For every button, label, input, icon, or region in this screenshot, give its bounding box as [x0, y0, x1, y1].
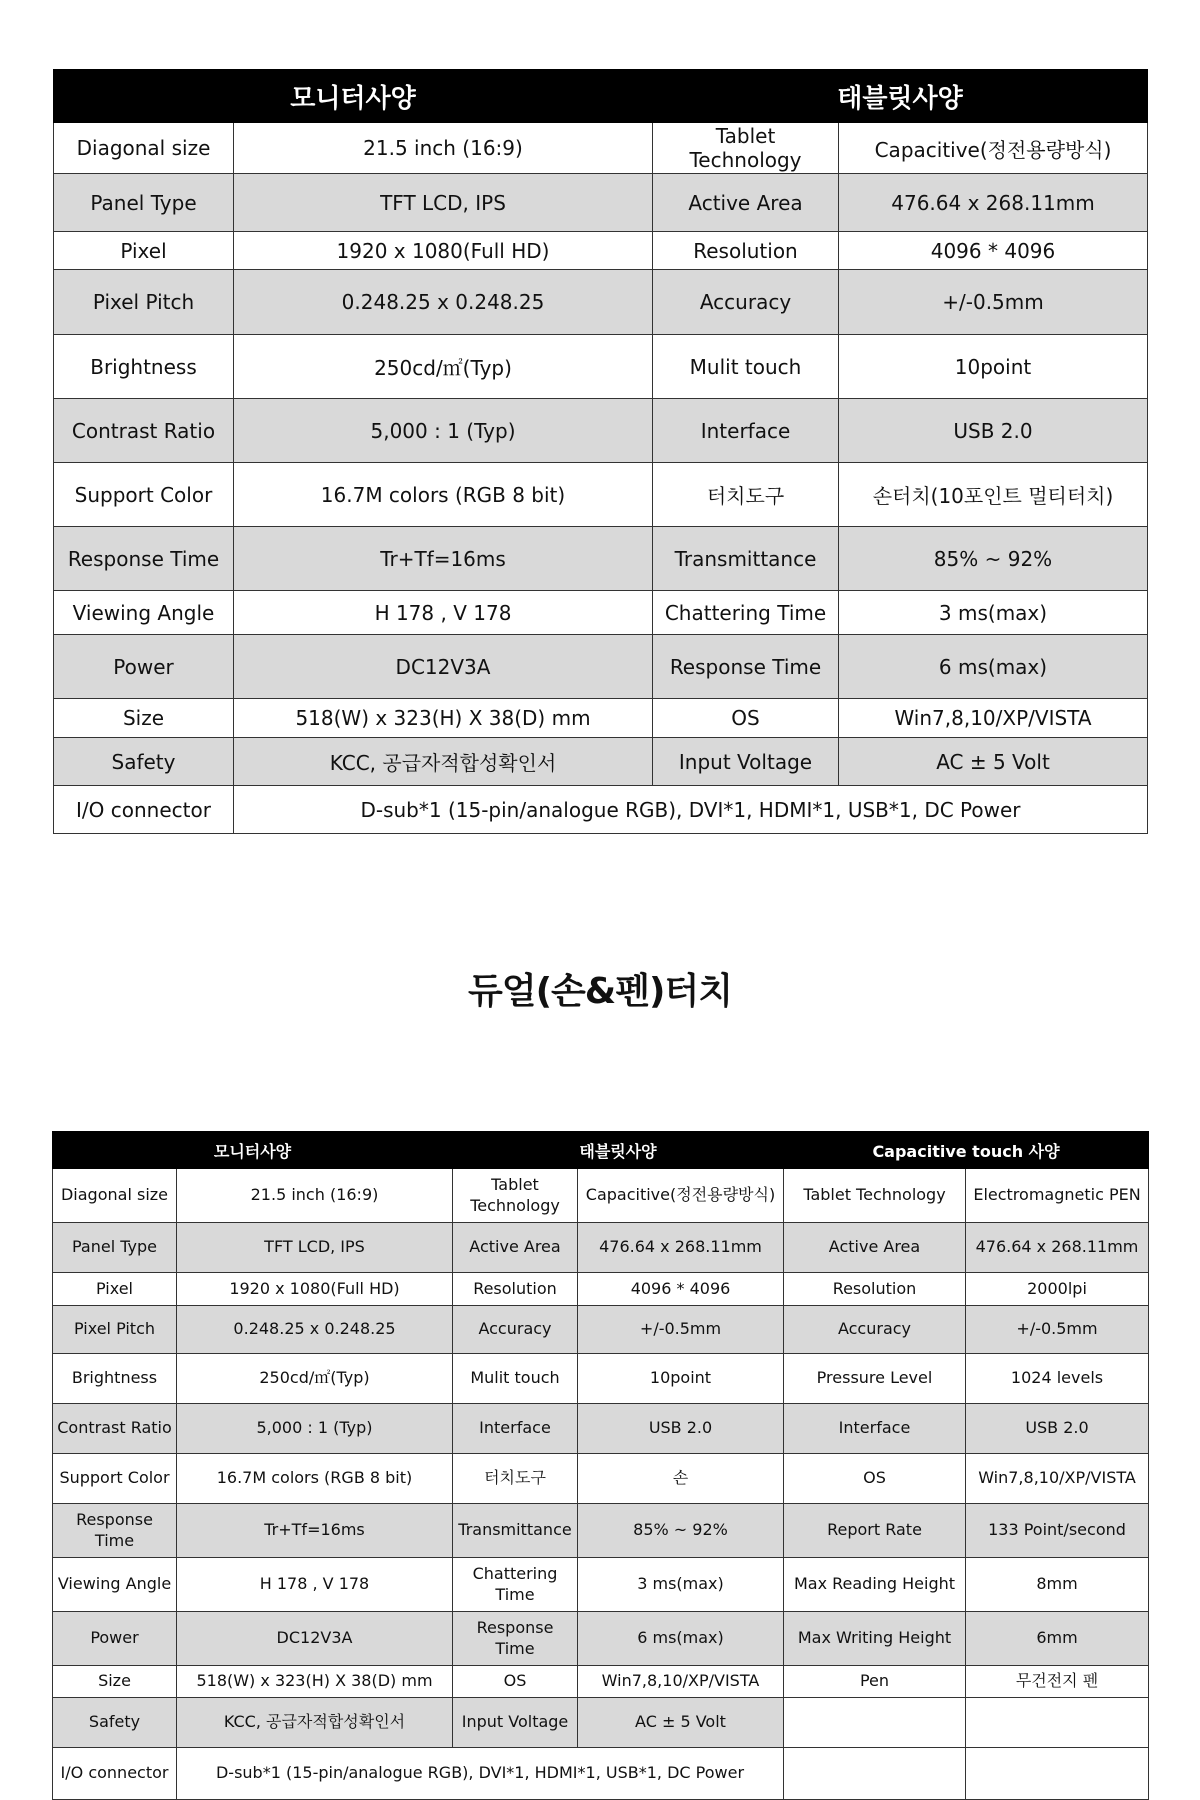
monitor-spec-header: 모니터사양: [53, 1132, 453, 1169]
spec-value: 85% ~ 92%: [578, 1504, 784, 1558]
spec-label: Size: [53, 1666, 177, 1698]
spec-value: 5,000 : 1 (Typ): [177, 1404, 453, 1454]
spec-label: Mulit touch: [453, 1354, 578, 1404]
spec-label: Diagonal size: [54, 123, 234, 174]
spec-value: 518(W) x 323(H) X 38(D) mm: [177, 1666, 453, 1698]
spec-label: Accuracy: [453, 1306, 578, 1354]
spec-label: Chattering Time: [653, 591, 839, 635]
spec-value: H 178 , V 178: [177, 1558, 453, 1612]
spec-value: 무건전지 펜: [966, 1666, 1149, 1698]
spec-value: 1920 x 1080(Full HD): [234, 232, 653, 270]
spec-value: Capacitive(정전용량방식): [839, 123, 1148, 174]
spec-label: Contrast Ratio: [54, 399, 234, 463]
spec-value: Win7,8,10/XP/VISTA: [578, 1666, 784, 1698]
spec-value: AC ± 5 Volt: [839, 738, 1148, 786]
spec-label: Viewing Angle: [54, 591, 234, 635]
spec-label: Response Time: [653, 635, 839, 699]
spec-label: Active Area: [653, 174, 839, 232]
spec-label: OS: [453, 1666, 578, 1698]
spec-label: Input Voltage: [653, 738, 839, 786]
spec-value: 8mm: [966, 1558, 1149, 1612]
spec-label: Input Voltage: [453, 1698, 578, 1748]
spec-value: 16.7M colors (RGB 8 bit): [234, 463, 653, 527]
spec-value: 10point: [839, 335, 1148, 399]
spec-label: Transmittance: [453, 1504, 578, 1558]
io-connector-label: I/O connector: [53, 1748, 177, 1800]
spec-value: TFT LCD, IPS: [234, 174, 653, 232]
spec-label: Viewing Angle: [53, 1558, 177, 1612]
spec-label: Pressure Level: [784, 1354, 966, 1404]
spec-value: +/-0.5mm: [578, 1306, 784, 1354]
spec-label: Pixel: [53, 1273, 177, 1306]
spec-label: Interface: [453, 1404, 578, 1454]
spec-value: 1024 levels: [966, 1354, 1149, 1404]
spec-value: USB 2.0: [578, 1404, 784, 1454]
spec-label: Resolution: [784, 1273, 966, 1306]
spec-value: 6 ms(max): [839, 635, 1148, 699]
spec-label: Resolution: [653, 232, 839, 270]
spec-label: Mulit touch: [653, 335, 839, 399]
spec-label: Report Rate: [784, 1504, 966, 1558]
spec-label: 터치도구: [453, 1454, 578, 1504]
spec-label: Active Area: [784, 1223, 966, 1273]
spec-value: 손터치(10포인트 멀티터치): [839, 463, 1148, 527]
spec-value: 6 ms(max): [578, 1612, 784, 1666]
spec-value: 476.64 x 268.11mm: [839, 174, 1148, 232]
spec-label: Accuracy: [653, 270, 839, 335]
spec-value: 133 Point/second: [966, 1504, 1149, 1558]
spec-value: 0.248.25 x 0.248.25: [234, 270, 653, 335]
spec-value: USB 2.0: [966, 1404, 1149, 1454]
spec-label: OS: [784, 1454, 966, 1504]
spec-label: Brightness: [54, 335, 234, 399]
spec-value: Capacitive(정전용량방식): [578, 1169, 784, 1223]
io-connector-value: D-sub*1 (15-pin/analogue RGB), DVI*1, HDMI*1, USB*1, DC Power: [177, 1748, 784, 1800]
spec-label: Diagonal size: [53, 1169, 177, 1223]
spec-label: Pen: [784, 1666, 966, 1698]
spec-value: Win7,8,10/XP/VISTA: [966, 1454, 1149, 1504]
spec-label: Pixel Pitch: [54, 270, 234, 335]
spec-label: Response Time: [53, 1504, 177, 1558]
spec-value: 250cd/㎡(Typ): [234, 335, 653, 399]
empty-cell: [784, 1698, 966, 1748]
spec-label: Chattering Time: [453, 1558, 578, 1612]
spec-value: 3 ms(max): [839, 591, 1148, 635]
dual-touch-spec-table: [52, 1131, 1149, 1800]
spec-label: Response Time: [453, 1612, 578, 1666]
spec-label: Panel Type: [53, 1223, 177, 1273]
spec-value: 2000lpi: [966, 1273, 1149, 1306]
spec-label: Active Area: [453, 1223, 578, 1273]
spec-label: Max Reading Height: [784, 1558, 966, 1612]
capacitive-touch-spec-header: Capacitive touch 사양: [784, 1132, 1149, 1169]
spec-label: Transmittance: [653, 527, 839, 591]
spec-value: KCC, 공급자적합성확인서: [234, 738, 653, 786]
spec-value: 518(W) x 323(H) X 38(D) mm: [234, 699, 653, 738]
spec-value: TFT LCD, IPS: [177, 1223, 453, 1273]
spec-value: 85% ~ 92%: [839, 527, 1148, 591]
monitor-spec-header: 모니터사양: [54, 70, 653, 123]
spec-value: Tr+Tf=16ms: [234, 527, 653, 591]
spec-label: Max Writing Height: [784, 1612, 966, 1666]
spec-label: OS: [653, 699, 839, 738]
spec-label: Pixel: [54, 232, 234, 270]
spec-label: Support Color: [54, 463, 234, 527]
spec-label: Safety: [53, 1698, 177, 1748]
empty-cell: [966, 1748, 1149, 1800]
spec-label: Tablet Technology: [784, 1169, 966, 1223]
spec-label: Accuracy: [784, 1306, 966, 1354]
spec-value: 1920 x 1080(Full HD): [177, 1273, 453, 1306]
tablet-spec-header: 태블릿사양: [453, 1132, 784, 1169]
spec-value: DC12V3A: [177, 1612, 453, 1666]
spec-value: Tr+Tf=16ms: [177, 1504, 453, 1558]
spec-value: 476.64 x 268.11mm: [578, 1223, 784, 1273]
spec-value: 250cd/㎡(Typ): [177, 1354, 453, 1404]
spec-label: Tablet Technology: [653, 123, 839, 174]
spec-label: Power: [54, 635, 234, 699]
spec-value: Electromagnetic PEN: [966, 1169, 1149, 1223]
spec-label: Tablet Technology: [453, 1169, 578, 1223]
spec-value: Win7,8,10/XP/VISTA: [839, 699, 1148, 738]
monitor-tablet-spec-table: [53, 69, 1148, 834]
spec-label: Pixel Pitch: [53, 1306, 177, 1354]
spec-value: 4096 * 4096: [578, 1273, 784, 1306]
io-connector-label: I/O connector: [54, 786, 234, 834]
spec-value: +/-0.5mm: [966, 1306, 1149, 1354]
spec-label: Power: [53, 1612, 177, 1666]
spec-value: 21.5 inch (16:9): [177, 1169, 453, 1223]
spec-label: Contrast Ratio: [53, 1404, 177, 1454]
empty-cell: [966, 1698, 1149, 1748]
spec-value: 21.5 inch (16:9): [234, 123, 653, 174]
spec-value: AC ± 5 Volt: [578, 1698, 784, 1748]
spec-value: KCC, 공급자적합성확인서: [177, 1698, 453, 1748]
io-connector-value: D-sub*1 (15-pin/analogue RGB), DVI*1, HDMI*1, USB*1, DC Power: [234, 786, 1148, 834]
spec-label: Interface: [784, 1404, 966, 1454]
spec-value: 3 ms(max): [578, 1558, 784, 1612]
spec-value: USB 2.0: [839, 399, 1148, 463]
spec-label: Resolution: [453, 1273, 578, 1306]
spec-label: Size: [54, 699, 234, 738]
spec-label: Panel Type: [54, 174, 234, 232]
spec-label: Interface: [653, 399, 839, 463]
spec-value: 16.7M colors (RGB 8 bit): [177, 1454, 453, 1504]
spec-value: +/-0.5mm: [839, 270, 1148, 335]
tablet-spec-header: 태블릿사양: [653, 70, 1148, 123]
spec-label: Brightness: [53, 1354, 177, 1404]
spec-value: 6mm: [966, 1612, 1149, 1666]
spec-value: 손: [578, 1454, 784, 1504]
spec-value: 4096 * 4096: [839, 232, 1148, 270]
spec-label: Support Color: [53, 1454, 177, 1504]
spec-label: Response Time: [54, 527, 234, 591]
spec-label: 터치도구: [653, 463, 839, 527]
spec-label: Safety: [54, 738, 234, 786]
dual-touch-title: 듀얼(손&펜)터치: [468, 971, 732, 1012]
spec-value: 5,000 : 1 (Typ): [234, 399, 653, 463]
spec-value: 476.64 x 268.11mm: [966, 1223, 1149, 1273]
spec-value: 0.248.25 x 0.248.25: [177, 1306, 453, 1354]
spec-value: DC12V3A: [234, 635, 653, 699]
empty-cell: [784, 1748, 966, 1800]
spec-value: 10point: [578, 1354, 784, 1404]
spec-value: H 178 , V 178: [234, 591, 653, 635]
